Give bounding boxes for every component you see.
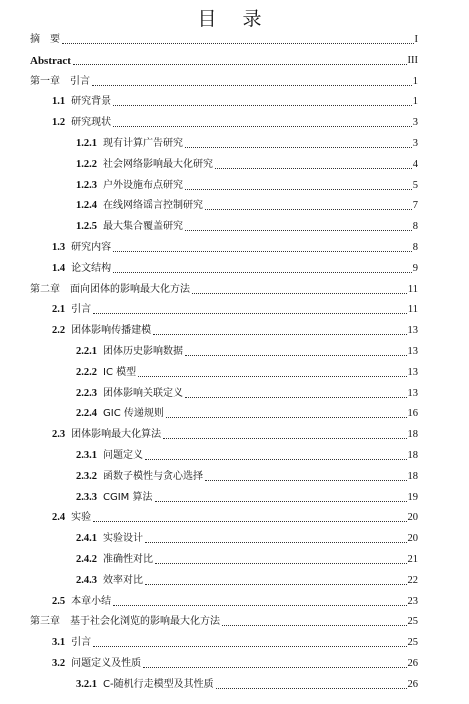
- toc-entry-leader: [143, 667, 406, 668]
- toc-entry-leader: [73, 64, 407, 65]
- toc-entry-leader: [145, 584, 407, 585]
- toc-entry-page: 20: [407, 533, 418, 545]
- toc-entry-number: 2.2.4: [76, 408, 97, 420]
- toc-entry-leader: [113, 251, 412, 252]
- toc-entry-label: 第三章 基于社会化浏览的影响最大化方法: [30, 616, 220, 628]
- toc-entry-number: 2.3.3: [76, 491, 97, 503]
- toc-entry-page: 25: [407, 616, 418, 628]
- toc-entry-label: 实验: [71, 512, 92, 524]
- toc-entry[interactable]: [52, 324, 418, 338]
- toc-entry[interactable]: [52, 657, 418, 671]
- toc-entry-leader: [113, 126, 412, 127]
- toc-entry[interactable]: [52, 116, 418, 130]
- toc-entry-label: 摘 要: [30, 34, 60, 45]
- toc-entry-leader: [113, 105, 412, 106]
- toc-entry-page: 5: [412, 179, 418, 191]
- toc-entry-label: 团体影响传播建模: [71, 325, 152, 337]
- toc-entry-label: 论文结构: [71, 262, 112, 274]
- toc-entry-number: 1.2.1: [76, 138, 97, 149]
- toc-entry-page: III: [407, 54, 418, 66]
- toc-entry-number: 3.1: [52, 637, 66, 649]
- toc-entry-page: 22: [407, 574, 418, 586]
- toc-entry-page: 8: [412, 221, 418, 233]
- toc-entry[interactable]: [76, 407, 418, 421]
- toc-entry-label: 问题定义: [103, 450, 143, 461]
- toc-entry[interactable]: [52, 595, 418, 609]
- toc-entry-label: CGIM 算法: [103, 491, 153, 503]
- toc-entry-number: 1.2.2: [76, 158, 97, 170]
- toc-entry-leader: [185, 189, 412, 190]
- toc-entry-page: 26: [407, 678, 418, 690]
- toc-entry[interactable]: [76, 449, 418, 463]
- toc-entry[interactable]: [52, 262, 418, 276]
- toc-entry[interactable]: [30, 283, 418, 297]
- toc-entry[interactable]: [76, 532, 418, 546]
- toc-entry-page: 1: [412, 96, 418, 108]
- toc-entry-label: 实验设计: [103, 533, 143, 545]
- toc-entry-label: 问题定义及性质: [71, 658, 142, 669]
- toc-entry-leader: [185, 355, 407, 356]
- toc-entry[interactable]: [76, 366, 418, 380]
- toc-entry-number: 1.2: [52, 117, 66, 129]
- toc-entry-label: 效率对比: [103, 574, 143, 586]
- toc-entry-leader: [185, 230, 412, 231]
- toc-entry[interactable]: [76, 491, 418, 505]
- toc-entry-leader: [93, 313, 407, 314]
- toc-entry-number: 3.2.1: [76, 678, 97, 690]
- toc-entry[interactable]: [52, 511, 418, 525]
- toc-entry-page: 18: [407, 429, 418, 441]
- toc-entry-label: C-随机行走模型及其性质: [103, 678, 214, 690]
- toc-entry-page: 23: [407, 595, 418, 607]
- toc-entry-label: 研究现状: [71, 117, 112, 129]
- toc-entry-leader: [205, 480, 407, 481]
- toc-entry-leader: [163, 438, 406, 439]
- toc-entry-leader: [138, 376, 406, 377]
- toc-entry-number: 2.3.2: [76, 470, 97, 482]
- toc-entry-leader: [153, 334, 406, 335]
- page-title: 目 录: [197, 8, 272, 30]
- toc-entry-leader: [93, 646, 406, 647]
- toc-entry[interactable]: [76, 574, 418, 588]
- toc-entry-number: 1.3: [52, 242, 66, 253]
- toc-entry-label: 团体影响关联定义: [103, 387, 183, 399]
- toc-entry[interactable]: [76, 678, 418, 692]
- toc-entry-number: 2.1: [52, 304, 66, 316]
- toc-entry-label: GIC 传递规则: [103, 408, 164, 420]
- toc-entry-leader: [113, 605, 406, 606]
- toc-entry-page: 13: [407, 387, 418, 399]
- toc-entry[interactable]: [76, 179, 418, 193]
- toc-entry-label: 引言: [71, 637, 92, 649]
- toc-entry-page: 4: [412, 158, 418, 170]
- toc-entry[interactable]: [52, 636, 418, 650]
- toc-entry[interactable]: [76, 158, 418, 172]
- toc-entry-leader: [155, 501, 407, 502]
- toc-entry-page: 21: [407, 554, 418, 565]
- toc-entry-page: I: [414, 34, 418, 45]
- toc-entry[interactable]: [52, 428, 418, 442]
- toc-entry-leader: [155, 563, 407, 564]
- toc-entry[interactable]: [76, 470, 418, 484]
- toc-entry-number: 1.4: [52, 262, 66, 274]
- toc-entry-page: 8: [412, 242, 418, 253]
- toc-entry[interactable]: [30, 615, 418, 629]
- toc-entry-label: 在线网络谣言控制研究: [103, 200, 203, 212]
- toc-entry-leader: [192, 293, 407, 294]
- toc-entry[interactable]: [30, 33, 418, 47]
- toc-entry-page: 11: [407, 283, 418, 295]
- toc-entry-number: 3.2: [52, 658, 66, 669]
- toc-entry-label: 团体历史影响数据: [103, 346, 183, 357]
- toc-entry-number: 2.4.1: [76, 533, 97, 545]
- toc-entry-label: 研究背景: [71, 96, 112, 108]
- toc-entry[interactable]: [52, 241, 418, 255]
- toc-entry-label: 现有计算广告研究: [103, 138, 183, 149]
- toc-entry-label: 第二章 面向团体的影响最大化方法: [30, 283, 190, 295]
- toc-entry-page: 7: [412, 200, 418, 212]
- toc-entry-number: 2.4.2: [76, 554, 97, 565]
- toc-entry-label: 研究内容: [71, 242, 112, 253]
- toc-entry-leader: [62, 43, 414, 44]
- toc-entry-page: 19: [407, 491, 418, 503]
- toc-entry-number: 2.3.1: [76, 450, 97, 461]
- toc-entry[interactable]: [52, 303, 418, 317]
- toc-entry-label: 第一章 引言: [30, 75, 90, 87]
- toc-entry-page: 13: [407, 346, 418, 357]
- toc-entry-page: 16: [407, 408, 418, 420]
- toc-entry-leader: [222, 625, 407, 626]
- toc-entry[interactable]: [76, 220, 418, 234]
- toc-entry-label: IC 模型: [103, 366, 137, 378]
- toc-entry-page: 25: [407, 637, 418, 649]
- toc-entry[interactable]: [76, 345, 418, 359]
- toc-entry-leader: [93, 521, 406, 522]
- toc-entry-label: 社会网络影响最大化研究: [103, 158, 213, 170]
- toc-entry[interactable]: [76, 199, 418, 213]
- toc-entry-page: 9: [412, 262, 418, 274]
- toc-entry-label: 引言: [71, 304, 92, 316]
- toc-entry-page: 18: [407, 450, 418, 461]
- toc-entry-leader: [92, 85, 412, 86]
- toc-entry-label: 户外设施布点研究: [103, 179, 183, 191]
- toc-entry-number: 2.3: [52, 429, 66, 441]
- toc-entry[interactable]: [76, 137, 418, 151]
- toc-entry-page: 26: [407, 658, 418, 669]
- toc-entry-leader: [185, 397, 407, 398]
- toc-entry-page: 11: [407, 304, 418, 316]
- toc-entry-leader: [166, 417, 407, 418]
- toc-entry[interactable]: [52, 95, 418, 109]
- toc-entry-label: 团体影响最大化算法: [71, 429, 162, 441]
- toc-entry-leader: [216, 688, 407, 689]
- toc-entry-leader: [185, 147, 412, 148]
- toc-entry-label: 准确性对比: [103, 554, 153, 565]
- toc-entry-label: Abstract: [30, 54, 71, 67]
- toc-entry-leader: [215, 168, 412, 169]
- toc-entry-label: 本章小结: [71, 595, 112, 607]
- toc-entry-label: 函数子模性与贪心选择: [103, 470, 203, 482]
- toc-entry-page: 1: [412, 75, 418, 87]
- toc-entry-page: 20: [407, 512, 418, 524]
- toc-entry-number: 1.2.4: [76, 200, 97, 212]
- toc-entry-label: 最大集合覆盖研究: [103, 221, 183, 233]
- toc-entry-number: 1.1: [52, 96, 66, 108]
- toc-entry-number: 2.2.1: [76, 346, 97, 357]
- toc-entry-number: 2.4: [52, 512, 66, 524]
- toc-entry-number: 2.2.3: [76, 387, 97, 399]
- toc-entry-page: 13: [407, 366, 418, 378]
- toc-entry-number: 1.2.3: [76, 179, 97, 191]
- toc-entry[interactable]: [76, 553, 418, 567]
- toc-entry-leader: [113, 272, 412, 273]
- toc-entry-page: 3: [412, 117, 418, 129]
- toc-entry-number: 1.2.5: [76, 221, 97, 233]
- toc-entry-leader: [205, 209, 412, 210]
- toc-entry-page: 13: [407, 325, 418, 337]
- toc-entry-number: 2.4.3: [76, 574, 97, 586]
- toc-entry-page: 18: [407, 470, 418, 482]
- toc-entry[interactable]: [76, 387, 418, 401]
- toc-entry-number: 2.5: [52, 595, 66, 607]
- toc-entry-number: 2.2: [52, 325, 66, 337]
- toc-entry-page: 3: [412, 138, 418, 149]
- toc-entry-leader: [145, 459, 407, 460]
- toc-entry[interactable]: [30, 54, 418, 68]
- toc-entry[interactable]: [30, 75, 418, 89]
- toc-entry-number: 2.2.2: [76, 366, 97, 378]
- toc-entry-leader: [145, 542, 407, 543]
